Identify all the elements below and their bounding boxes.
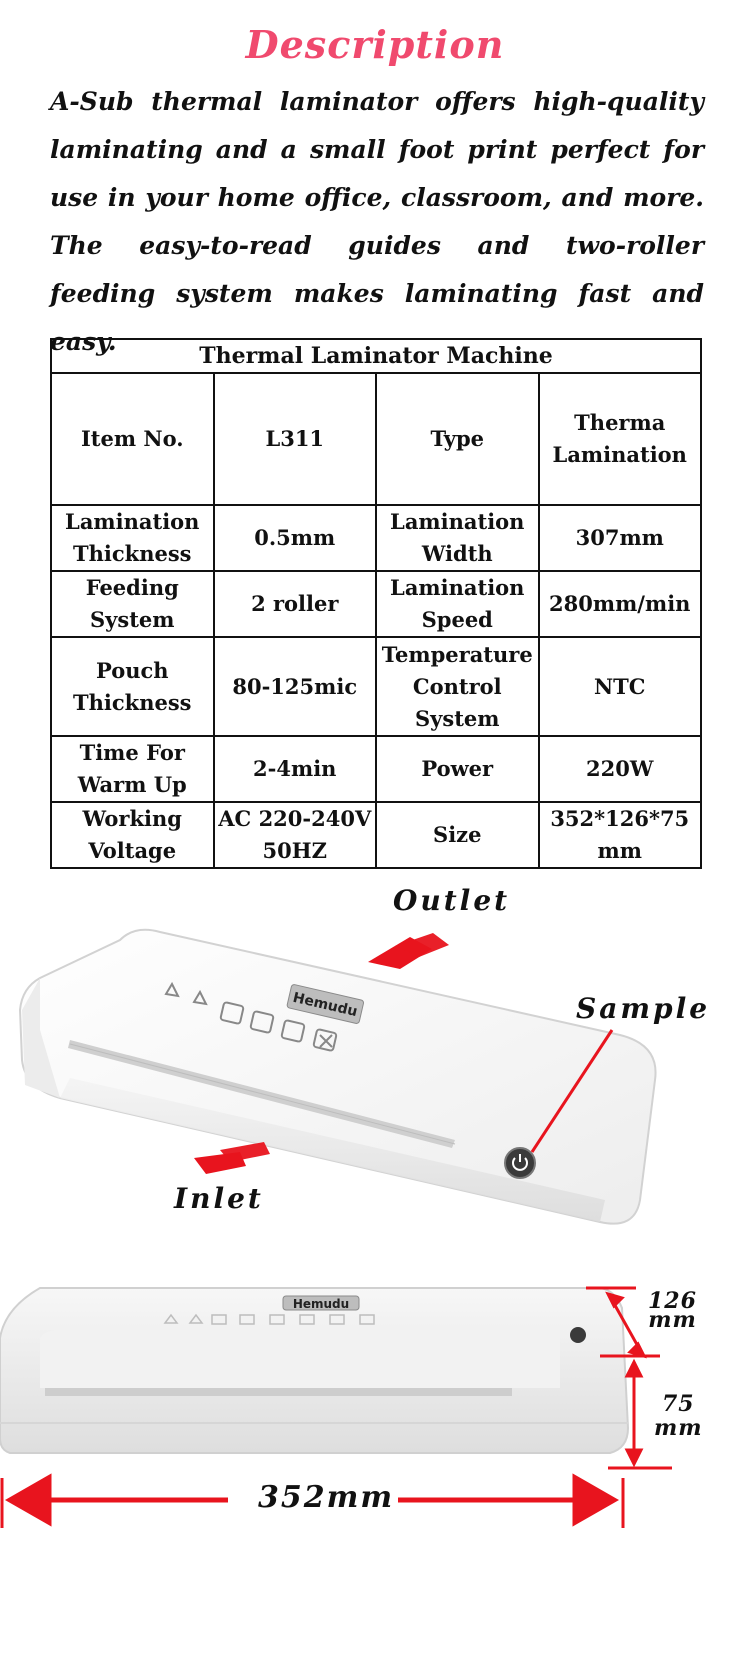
- sample-label: Sample: [576, 992, 711, 1025]
- spec-value: 80-125mic: [214, 637, 377, 736]
- spec-key: Working Voltage: [51, 802, 214, 868]
- power-button: [570, 1327, 586, 1343]
- spec-value: 352*126*75 mm: [539, 802, 702, 868]
- spec-key: Lamination Speed: [376, 571, 539, 637]
- spec-value: 2 roller: [214, 571, 377, 637]
- length-label: 352mm: [258, 1480, 395, 1515]
- laminator-photo: [0, 884, 750, 1290]
- spec-table-header-row: [51, 339, 701, 373]
- table-row: [51, 736, 701, 802]
- spec-table-title: Thermal Laminator Machine: [51, 339, 701, 373]
- spec-key: Item No.: [51, 373, 214, 505]
- spec-key: Power: [376, 736, 539, 802]
- table-row: [51, 373, 701, 505]
- spec-value: 220W: [539, 736, 702, 802]
- spec-key: Time For Warm Up: [51, 736, 214, 802]
- depth-unit: mm: [648, 1307, 697, 1333]
- spec-key: Size: [376, 802, 539, 868]
- height-label: [654, 1392, 703, 1440]
- spec-table: [50, 338, 702, 869]
- spec-value: 2-4min: [214, 736, 377, 802]
- spec-key: Temperature Control System: [376, 637, 539, 736]
- spec-value: L311: [214, 373, 377, 505]
- depth-value: 126: [648, 1288, 697, 1314]
- laminator-illustration: [0, 900, 750, 1290]
- spec-key: Feeding System: [51, 571, 214, 637]
- spec-value: AC 220-240V 50HZ: [214, 802, 377, 868]
- table-row: [51, 571, 701, 637]
- spec-value: 280mm/min: [539, 571, 702, 637]
- spec-key: Lamination Thickness: [51, 505, 214, 571]
- dimension-illustration: [0, 1278, 750, 1650]
- table-row: [51, 802, 701, 868]
- spec-key: Pouch Thickness: [51, 637, 214, 736]
- spec-key: Lamination Width: [376, 505, 539, 571]
- power-button: [505, 1148, 535, 1178]
- brand-logo: Hemudu: [291, 989, 359, 1021]
- inlet-arrow-icon: [194, 1142, 270, 1174]
- depth-label: [648, 1288, 697, 1333]
- outlet-arrow-icon: [368, 933, 449, 969]
- description-title: Description: [245, 22, 505, 67]
- table-row: [51, 637, 701, 736]
- inlet-label: Inlet: [174, 1182, 264, 1215]
- height-value: 75: [661, 1391, 695, 1417]
- description-text: A-Sub thermal laminator offers high-quality laminating and a small foot print perfect for use in your home office, classroom, and more. The easy-to-read guides and two-roller feeding system makes laminating fast and easy.: [50, 87, 704, 356]
- spec-value: 307mm: [539, 505, 702, 571]
- dimension-photo: [0, 1278, 750, 1650]
- spec-key: Type: [376, 373, 539, 505]
- table-row: [51, 505, 701, 571]
- outlet-label: Outlet: [393, 884, 511, 917]
- spec-value: 0.5mm: [214, 505, 377, 571]
- spec-value: Therma Lamination: [539, 373, 702, 505]
- brand-logo: Hemudu: [292, 1297, 350, 1311]
- height-unit: mm: [654, 1415, 703, 1441]
- spec-value: NTC: [539, 637, 702, 736]
